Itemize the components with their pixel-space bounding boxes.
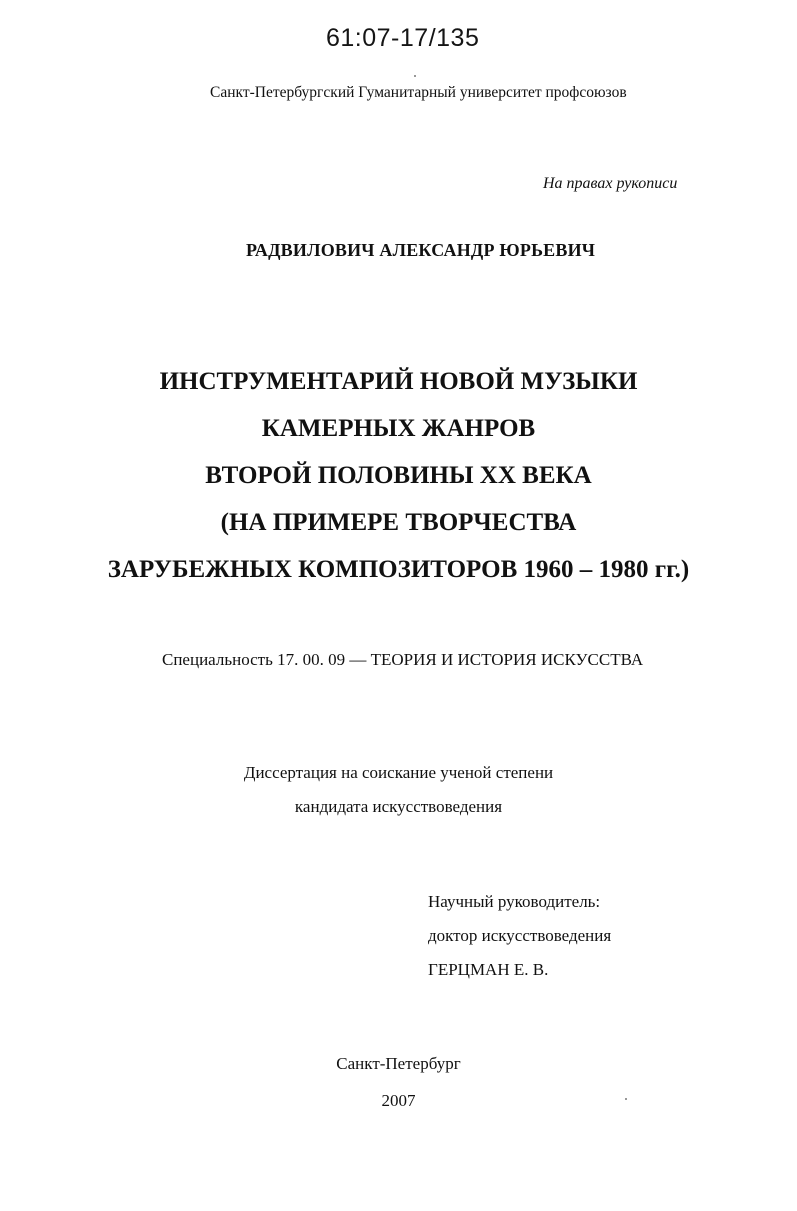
supervisor-name: ГЕРЦМАН Е. В. [428, 960, 549, 979]
author-name: РАДВИЛОВИЧ АЛЕКСАНДР ЮРЬЕВИЧ [246, 240, 596, 260]
year: 2007 [381, 1091, 416, 1110]
title-line: ИНСТРУМЕНТАРИЙ НОВОЙ МУЗЫКИ [159, 368, 638, 395]
degree-line: кандидата искусствоведения [294, 797, 503, 816]
title-line: (НА ПРИМЕРЕ ТВОРЧЕСТВА [220, 509, 577, 536]
university-name: Санкт-Петербургский Гуманитарный университет профсоюзов [210, 84, 627, 101]
dissertation-title [0, 358, 797, 593]
supervisor-label: Научный руководитель: [428, 892, 601, 911]
catalog-code: 61:07-17/135 [326, 24, 480, 52]
specialty-line: Специальность 17. 00. 09 — ТЕОРИЯ И ИСТОРИЯ ИСКУССТВА [162, 650, 644, 669]
title-line: КАМЕРНЫХ ЖАНРОВ [261, 415, 536, 442]
title-line: ВТОРОЙ ПОЛОВИНЫ XX ВЕКА [205, 462, 592, 489]
scan-speck [625, 1098, 627, 1100]
supervisor-degree: доктор искусствоведения [428, 926, 612, 945]
supervisor-block [428, 885, 611, 987]
scan-speck [414, 75, 416, 77]
rights-note: На правах рукописи [543, 175, 678, 192]
degree-line: Диссертация на соискание ученой степени [243, 763, 554, 782]
dissertation-degree [0, 756, 797, 824]
city: Санкт-Петербург [336, 1054, 461, 1073]
title-line: ЗАРУБЕЖНЫХ КОМПОЗИТОРОВ 1960 – 1980 гг.) [107, 556, 690, 583]
